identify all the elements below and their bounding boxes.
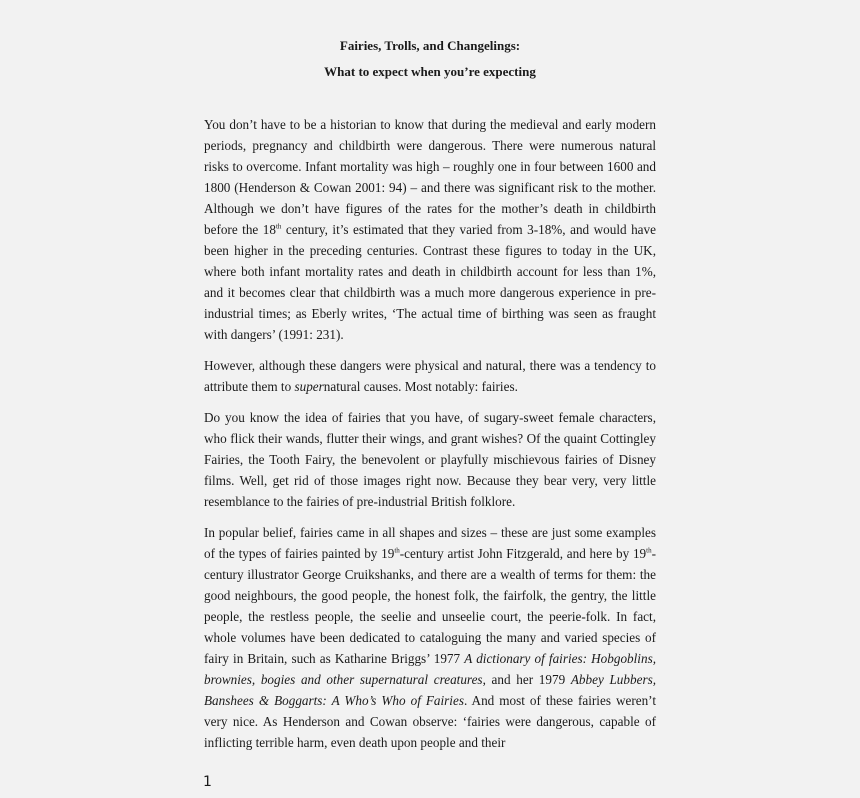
superscript: th	[275, 222, 282, 231]
body-text	[204, 114, 656, 763]
italic-book-title: A dictionary of fairies: Hobgoblins, brownies, bogies and other supernatural creatures	[204, 651, 656, 687]
italic-text: super	[294, 379, 324, 394]
paragraph-1	[204, 114, 656, 345]
text-run: -century illustrator George Cruikshanks, and there are a wealth of terms for them: the good neighbours, the good people, the honest folk, the fairfolk, the gentry, the little people, the restless people, the seelie and unseelie court, the peerie-folk. In fact, whole volumes have been dedicated to cataloguing the many and varied species of fairy in Britain, such as Katharine Briggs’ 1977	[204, 546, 656, 666]
document-subtitle: What to expect when you’re expecting	[324, 64, 536, 79]
text-run: However, although these dangers were physical and natural, there was a tendency to attribute them to	[204, 358, 656, 394]
text-run: In popular belief, fairies came in all shapes and sizes – these are just some examples of the types of fairies painted by 19	[204, 525, 656, 561]
paragraph-4	[204, 522, 656, 753]
paragraph-3: Do you know the idea of fairies that you have, of sugary-sweet female characters, who flick their wands, flutter their wings, and grant wishes? Of the quaint Cottingley Fairies, the Tooth Fairy, the benevolent or playfully mischievous fairies of Disney films. Well, get rid of those images right now. Because they bear very, very little resemblance to the fairies of pre-industrial British folklore.	[204, 410, 656, 509]
text-run: century, it’s estimated that they varied from 3-18%, and would have been higher in the preceding centuries. Contrast these figures to today in the UK, where both infant mortality rates and death in childbirth account for less than 1%, and it becomes clear that childbirth was a much more dangerous experience in pre-industrial times; as Eberly writes, ‘The actual time of birthing was seen as fraught with dangers’ (1991: 231).	[204, 222, 656, 342]
text-run: -century artist John Fitzgerald, and here by 19	[399, 546, 647, 561]
page-number: 1	[203, 774, 212, 790]
paragraph-2	[204, 355, 656, 397]
text-run: natural causes. Most notably: fairies.	[323, 379, 518, 394]
document-title: Fairies, Trolls, and Changelings:	[339, 38, 521, 53]
text-run: , and her 1979	[482, 672, 571, 687]
superscript: th	[394, 546, 400, 555]
text-run: . And most of these fairies weren’t very nice. As Henderson and Cowan observe: ‘fairies were dangerous, capable of inflicting terrible harm, even death upon people and their	[204, 693, 656, 750]
superscript: th	[646, 546, 652, 555]
italic-book-title: Abbey Lubbers, Banshees & Boggarts: A Who’s Who of Fairies	[204, 672, 656, 708]
text-run: You don’t have to be a historian to know that during the medieval and early modern periods, pregnancy and childbirth were dangerous. There were numerous natural risks to overcome. Infant mortality was high – roughly one in four between 1600 and 1800 (Henderson & Cowan 2001: 94) – and there was significant risk to the mother. Although we don’t have figures of the rates for the mother’s death in childbirth before the 18	[204, 117, 656, 237]
